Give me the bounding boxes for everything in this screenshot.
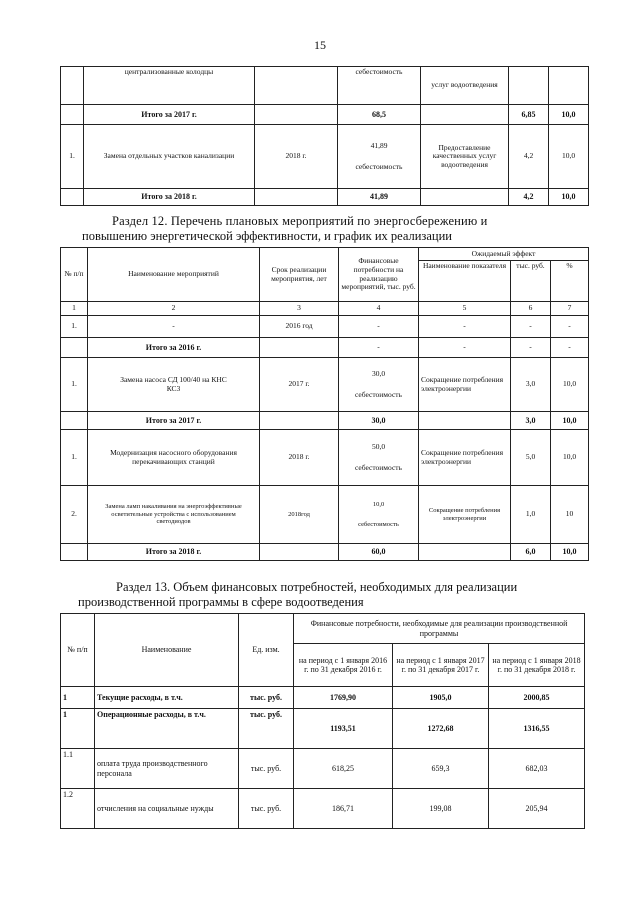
cell-term: 2016 год [260, 316, 339, 338]
section-12-heading [82, 214, 488, 244]
cell-2018: 682,03 [489, 749, 585, 789]
cell-num: 1 [61, 709, 95, 749]
cell-rub: - [511, 316, 551, 338]
header-name: Наименование [95, 614, 239, 687]
cell-unit: тыс. руб. [239, 709, 294, 749]
cell-indicator: Сокращение потребления электроэнергии [419, 358, 511, 412]
cell-finance [339, 430, 419, 486]
table-row [61, 789, 585, 829]
cell-name: - [88, 316, 260, 338]
header-term: Срок реализации мероприятия, лет [260, 248, 339, 302]
cell-rub: 4,2 [509, 125, 549, 189]
cell-num: 1. [61, 430, 88, 486]
col-number: 2 [88, 302, 260, 316]
table-row [61, 358, 589, 412]
col-number: 1 [61, 302, 88, 316]
cell-2016: 186,71 [294, 789, 393, 829]
cell-indicator: - [419, 316, 511, 338]
cell-unit: тыс. руб. [239, 789, 294, 829]
cell-pct: 10,0 [551, 430, 589, 486]
section-13-heading [78, 580, 518, 610]
table-row-total [61, 338, 589, 358]
cell-indicator: Предоставление качественных услуг водоотведения [421, 125, 509, 189]
cell-num [61, 67, 84, 105]
header-num: № п/п [61, 614, 95, 687]
table-row-total [61, 105, 589, 125]
table-row [61, 709, 585, 749]
cell-name: Замена отдельных участков канализации [84, 125, 255, 189]
cell-2018: 1316,55 [489, 709, 585, 749]
cell-pct: - [551, 316, 589, 338]
cell-year [255, 67, 338, 105]
cell-pct [549, 67, 589, 105]
table-row [61, 687, 585, 709]
total-indicator: - [419, 338, 511, 358]
table-row [61, 749, 585, 789]
cell-unit: тыс. руб. [239, 687, 294, 709]
table-row [61, 125, 589, 189]
cell-rub: 5,0 [511, 430, 551, 486]
cell-pct: 10 [551, 486, 589, 544]
cell-term: 2018 г. [260, 430, 339, 486]
cost-label: себестоимость [355, 161, 403, 171]
col-number: 3 [260, 302, 339, 316]
cell-name: Замена ламп накаливания на энергоэффективные осветительные устройства с использованием светодиодов [88, 486, 260, 544]
cell-num: 1 [61, 687, 95, 709]
finance-label: себестоимость [355, 389, 402, 399]
total-rub: 6,0 [511, 544, 551, 561]
cell-year: 2018 г. [255, 125, 338, 189]
section-12-line2: повышению энергетической эффективности, и график их реализации [82, 229, 452, 243]
total-label: Итого за 2018 г. [84, 189, 255, 206]
cell-name: оплата труда производственного персонала [95, 749, 239, 789]
table-row-total [61, 189, 589, 206]
total-finance: 30,0 [339, 412, 419, 430]
finance-value: 10,0 [372, 501, 385, 509]
total-rub: 3,0 [511, 412, 551, 430]
total-rub: - [511, 338, 551, 358]
total-pct: 10,0 [549, 189, 589, 206]
col-number: 7 [551, 302, 589, 316]
finance-value: 50,0 [371, 441, 386, 451]
page-number: 15 [314, 38, 326, 52]
total-finance: 60,0 [339, 544, 419, 561]
cell-unit: тыс. руб. [239, 749, 294, 789]
header-unit: Ед. изм. [239, 614, 294, 687]
total-rub: 4,2 [509, 189, 549, 206]
cell-num: 1. [61, 358, 88, 412]
table-header-row [61, 614, 585, 644]
cell-finance [339, 358, 419, 412]
header-finance: Финансовые потребности, необходимые для реализации производственной программы [294, 614, 585, 644]
table-row [61, 430, 589, 486]
header-finance: Финансовые потребности на реализацию мероприятий, тыс. руб. [339, 248, 419, 302]
cell-name: отчисления на социальные нужды [95, 789, 239, 829]
header-name: Наименование мероприятий [88, 248, 260, 302]
cell-num: 1. [61, 125, 84, 189]
cell-name: Текущие расходы, в т.ч. [95, 687, 239, 709]
cell-2016: 618,25 [294, 749, 393, 789]
cell-finance [339, 486, 419, 544]
table-row [61, 486, 589, 544]
cell-name: Модернизация насосного оборудования перекачивающих станций [88, 430, 260, 486]
cell-2016: 1193,51 [294, 709, 393, 749]
cell-indicator: Сокращение потребления электроэнергии [419, 430, 511, 486]
cell-name: Операционные расходы, в т.ч. [95, 709, 239, 749]
cell-2017: 1272,68 [393, 709, 489, 749]
table-row-total [61, 544, 589, 561]
finance-label: себестоимость [358, 520, 399, 528]
cell-2017: 1905,0 [393, 687, 489, 709]
cell-num: 1.1 [61, 749, 95, 789]
cell-finance: - [339, 316, 419, 338]
section-13-line2: производственной программы в сфере водоотведения [78, 595, 364, 609]
cell-2016: 1769,90 [294, 687, 393, 709]
cell-rub: 1,0 [511, 486, 551, 544]
finance-label: себестоимость [355, 462, 402, 472]
total-pct: 10,0 [551, 544, 589, 561]
header-effect: Ожидаемый эффект [419, 248, 589, 261]
section-13-line1: Раздел 13. Объем финансовых потребностей, необходимых для реализации [116, 580, 518, 594]
total-label: Итого за 2016 г. [88, 338, 260, 358]
total-label: Итого за 2017 г. [84, 105, 255, 125]
cell-term: 2018год [260, 486, 339, 544]
total-label: Итого за 2018 г. [88, 544, 260, 561]
table-row [61, 316, 589, 338]
cell-term: 2017 г. [260, 358, 339, 412]
header-period-2017: на период с 1 января 2017 г. по 31 декабря 2017 г. [393, 644, 489, 687]
total-label: Итого за 2017 г. [88, 412, 260, 430]
cell-2018: 2000,85 [489, 687, 585, 709]
table-row [61, 67, 589, 105]
cell-2018: 205,94 [489, 789, 585, 829]
cell-indicator: услуг водоотведения [421, 67, 509, 105]
cell-cost [338, 125, 421, 189]
total-pct: 10,0 [551, 412, 589, 430]
col-number: 4 [339, 302, 419, 316]
col-number: 6 [511, 302, 551, 316]
header-pct: % [551, 261, 589, 302]
header-num: № п/п [61, 248, 88, 302]
column-numbers-row [61, 302, 589, 316]
cell-num: 2. [61, 486, 88, 544]
header-period-2016: на период с 1 января 2016 г. по 31 декабря 2016 г. [294, 644, 393, 687]
cell-name: централизованные колодцы [84, 67, 255, 105]
table-row-total [61, 412, 589, 430]
finance-value: 30,0 [371, 368, 386, 378]
total-pct: - [551, 338, 589, 358]
table-wastewater-continuation [60, 66, 589, 206]
total-cost: 41,89 [338, 189, 421, 206]
table-header-row [61, 248, 589, 261]
header-period-2018: на период с 1 января 2018 г. по 31 декабря 2018 г. [489, 644, 585, 687]
cell-rub [509, 67, 549, 105]
cell-name: Замена насоса СД 100/40 на КНС КС3 [88, 358, 260, 412]
header-indicator: Наименование показателя [419, 261, 511, 302]
table-energy-measures [60, 247, 589, 561]
cell-indicator: Сокращение потребления электроэнергии [419, 486, 511, 544]
total-cost: 68,5 [338, 105, 421, 125]
header-rub: тыс. руб. [511, 261, 551, 302]
cell-rub: 3,0 [511, 358, 551, 412]
cell-num: 1. [61, 316, 88, 338]
table-financial-needs [60, 613, 585, 829]
cell-pct: 10,0 [549, 125, 589, 189]
cell-cost: себестоимость [338, 67, 421, 105]
cost-value: 41,89 [370, 140, 388, 150]
total-finance: - [339, 338, 419, 358]
col-number: 5 [419, 302, 511, 316]
section-12-line1: Раздел 12. Перечень плановых мероприятий по энергосбережению и [112, 214, 488, 228]
cell-pct: 10,0 [551, 358, 589, 412]
cell-2017: 659,3 [393, 749, 489, 789]
total-rub: 6,85 [509, 105, 549, 125]
total-pct: 10,0 [549, 105, 589, 125]
cell-2017: 199,08 [393, 789, 489, 829]
cell-num: 1.2 [61, 789, 95, 829]
